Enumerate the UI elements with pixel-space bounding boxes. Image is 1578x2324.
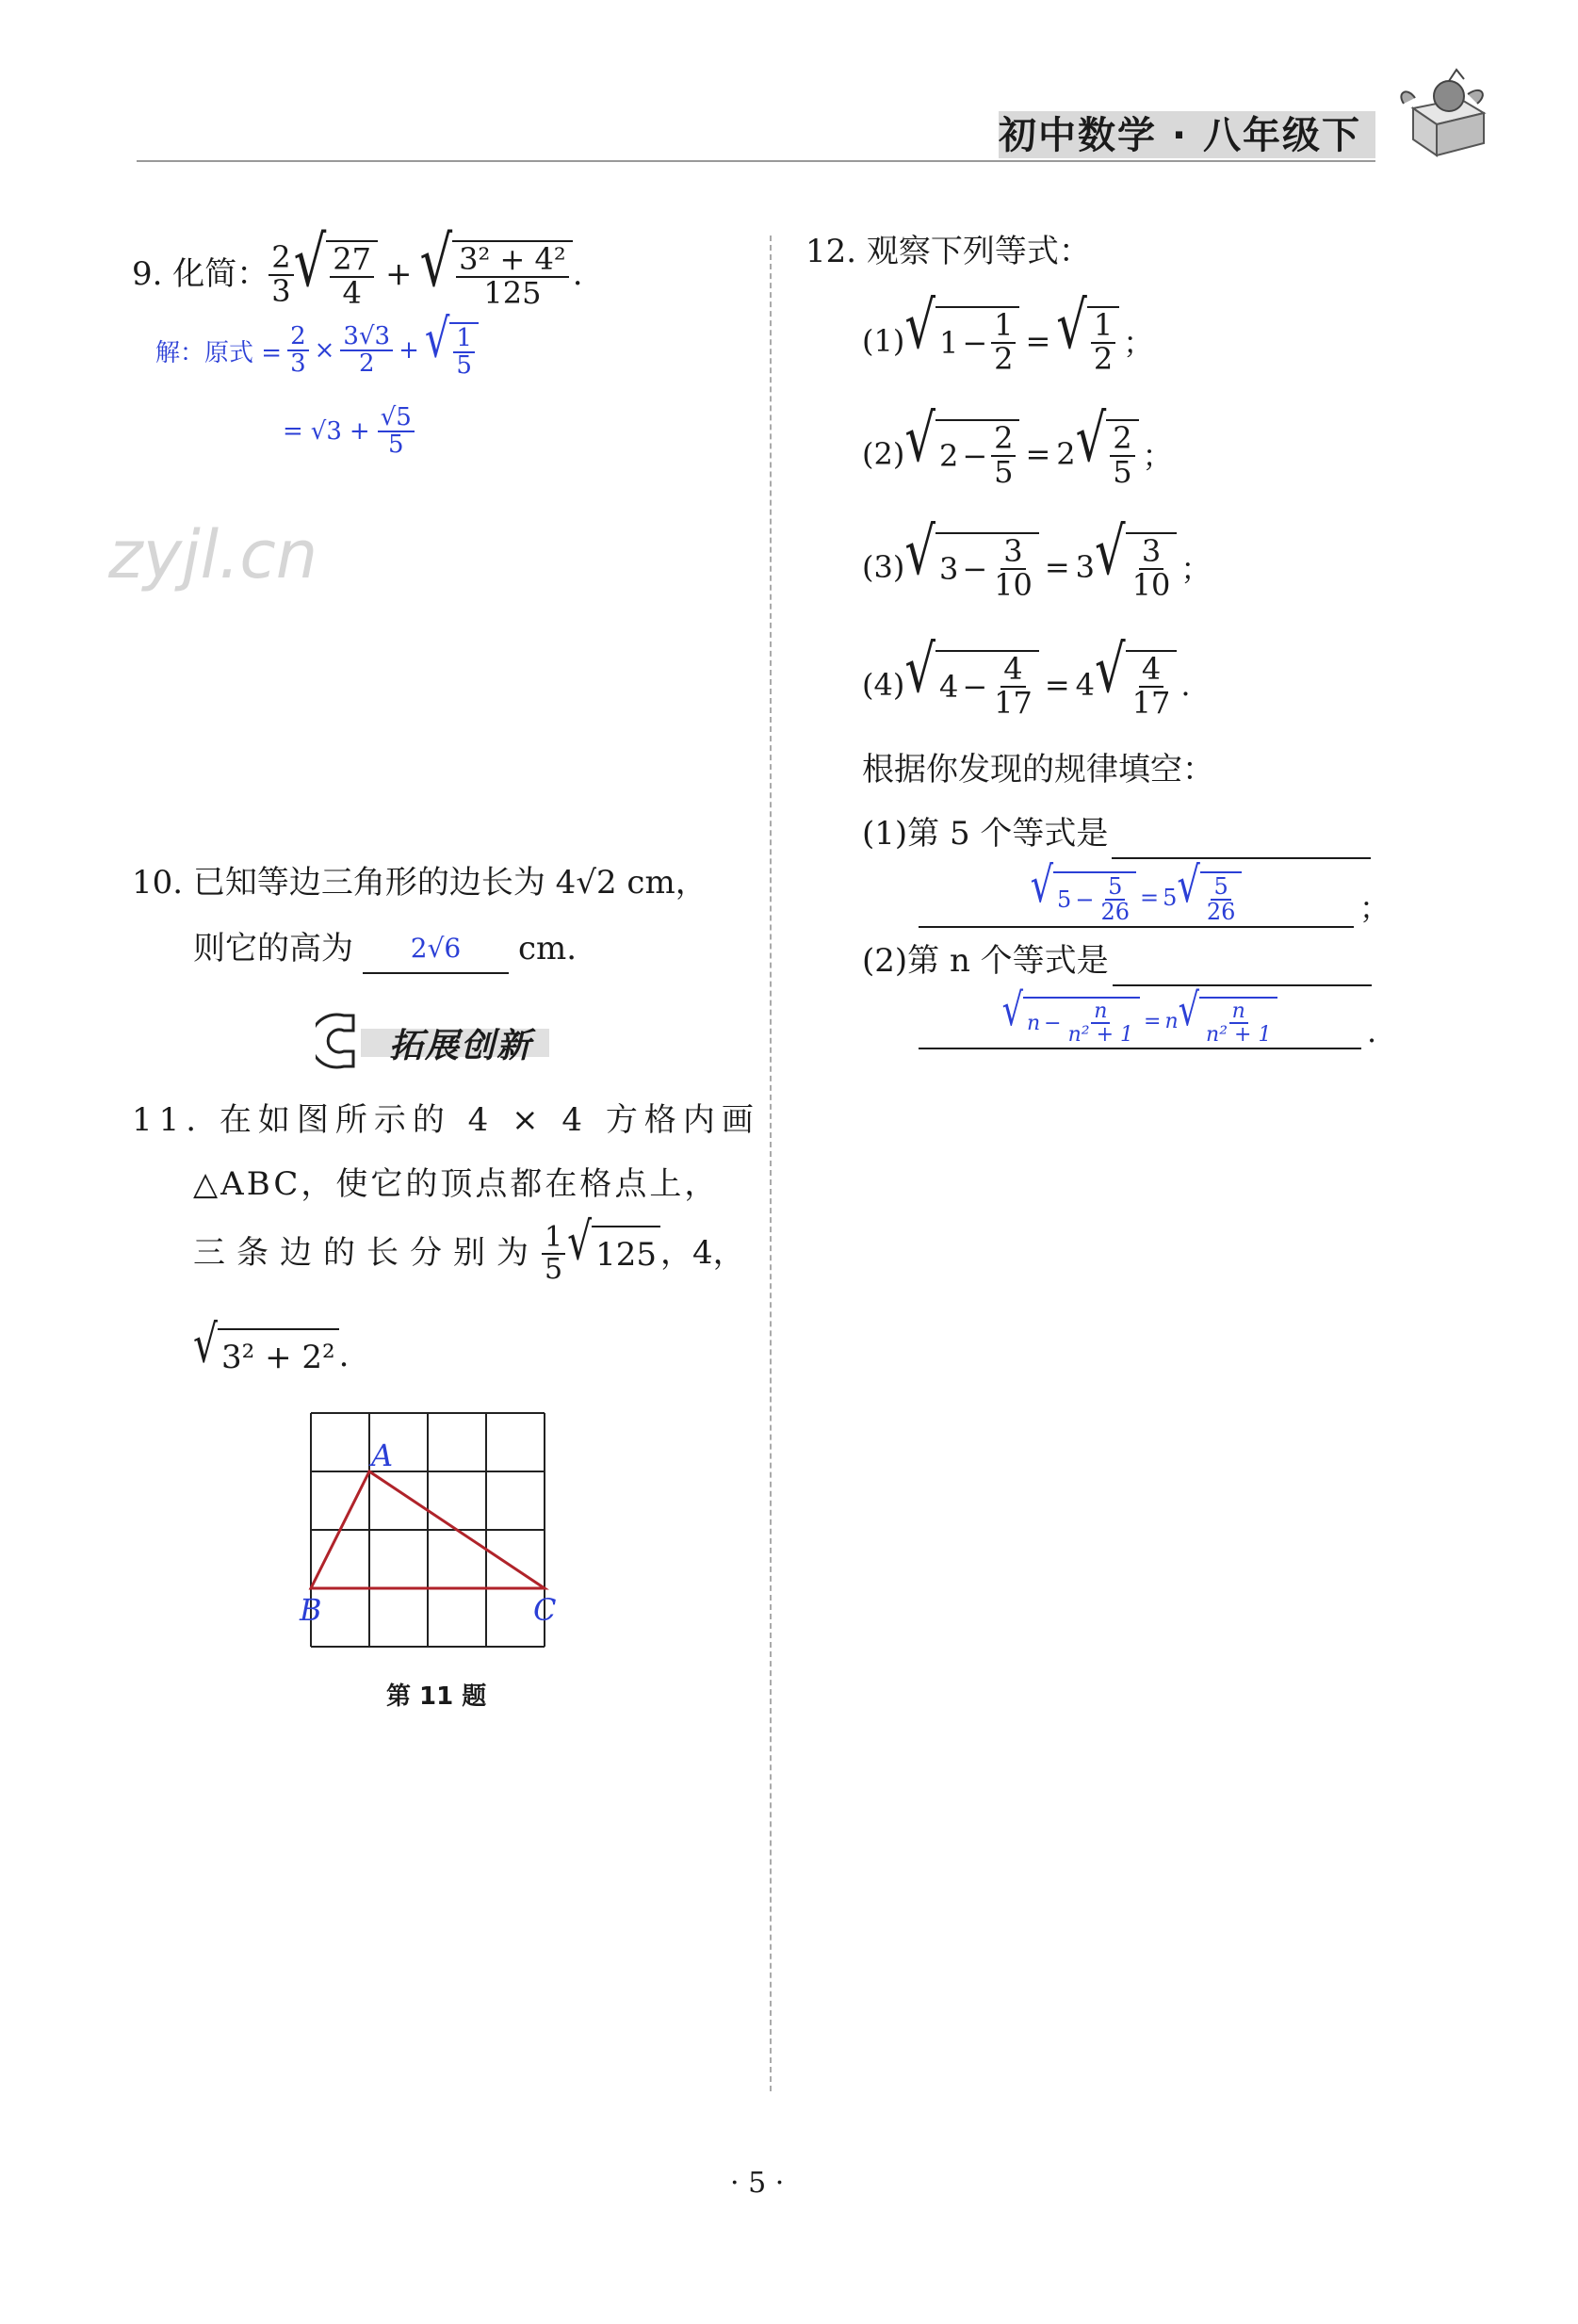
plus-sign: + (349, 417, 370, 447)
frac-num: 5 (1105, 875, 1125, 901)
frac-num: 2 (991, 423, 1016, 457)
sqrt-icon: √ (904, 400, 935, 478)
answer-coef: 5 (1163, 885, 1178, 912)
q9-r1-num: 27 (330, 244, 374, 278)
q11-line2: △ABC，使它的顶点都在格点上， (193, 1165, 720, 1203)
watermark: zyjl.cn (108, 516, 318, 593)
plus-sign: + (385, 255, 413, 294)
frac-den: n² + 1 (1206, 1023, 1272, 1048)
frac-den: 17 (994, 684, 1033, 721)
q12-fill2-blank (919, 983, 1361, 1049)
equals-sign: = (1044, 548, 1070, 585)
q12-fill2-end: . (1367, 1014, 1377, 1050)
q11-figure-caption: 第 11 题 (386, 1682, 487, 1711)
q12-fill2-blank-top (1113, 984, 1372, 986)
q12-end: ； (1123, 324, 1154, 361)
vertex-label-b: B (300, 1592, 322, 1628)
q10-prefix: 则它的高为 (193, 930, 353, 967)
q11-line4-suffix: . (338, 1337, 350, 1374)
frac-num: 1 (991, 310, 1016, 344)
answer-term-a: n (1026, 1011, 1041, 1035)
q9-solution-step2 (283, 405, 415, 459)
q10-answer-blank (363, 921, 509, 974)
frac-den: 17 (1131, 684, 1171, 721)
frac-num: 2 (287, 324, 309, 351)
header-rule (137, 160, 1375, 162)
sqrt-icon: √ (1177, 856, 1200, 915)
header-title: 初中数学 · 八年级下 (999, 114, 1362, 157)
minus-sign: − (1044, 1011, 1062, 1035)
sqrt-icon: √ (293, 221, 327, 302)
q12-coef: 3 (1075, 548, 1096, 585)
sqrt-icon: √ (904, 287, 935, 365)
q12-equation (862, 400, 1173, 490)
column-divider (770, 236, 772, 2091)
q12-term-a: 3 (938, 550, 959, 587)
q11-line3-prefix: 三条边的长分别为 (193, 1234, 540, 1273)
q12-equation (862, 287, 1154, 377)
q12-coef: 4 (1075, 666, 1096, 703)
minus-sign: − (1075, 886, 1095, 914)
frac-den: 2 (994, 340, 1014, 377)
equals-sign: = (1025, 435, 1051, 472)
q12-fill1-answer-line (919, 856, 1390, 928)
question-9 (132, 221, 583, 311)
q12-end: . (1180, 666, 1191, 703)
q9-solution-prefix: 解：原式 = (155, 338, 283, 367)
sqrt-icon: √ (424, 306, 450, 370)
frac-den: 5 (545, 1252, 563, 1286)
q12-coef: 2 (1056, 435, 1076, 472)
q12-fill2-answer-line (919, 983, 1390, 1050)
q12-term-a: 4 (938, 668, 959, 705)
q11-root1: 125 (592, 1226, 660, 1280)
vertex-label-a: A (371, 1438, 394, 1473)
frac-num: 3√3 (340, 324, 393, 351)
q9-f1-den: 3 (271, 272, 291, 309)
term-sqrt3: √3 (310, 417, 342, 447)
q12-fill1-answer (1030, 856, 1243, 926)
q12-fill2-answer (1001, 983, 1278, 1048)
q12-fill2 (862, 935, 1372, 986)
minus-sign: − (962, 668, 988, 705)
q11-line1: 11. 在如图所示的 4 × 4 方格内画 (132, 1101, 760, 1139)
frac-num: 1 (542, 1223, 565, 1255)
q12-fill1-blank-top (1112, 857, 1371, 859)
q12-term-a: 1 (938, 324, 959, 361)
q10-line1: 10. 已知等边三角形的边长为 4√2 cm， (132, 864, 708, 902)
period: . (572, 255, 583, 294)
section-badge-label: 拓展创新 (389, 1027, 533, 1065)
page-number: · 5 · (730, 2167, 785, 2200)
q12-index: (2) (862, 435, 905, 472)
frac-num: 4 (1000, 654, 1025, 688)
q12-equation (862, 631, 1191, 721)
q12-equation (862, 513, 1212, 603)
q9-label: 9. 化简： (132, 255, 269, 294)
equals-sign: = (1144, 1009, 1162, 1033)
q12-fill2-label: (2)第 n 个等式是 (862, 942, 1109, 980)
frac-num: 3 (1139, 536, 1163, 570)
frac-num: 1 (453, 326, 475, 353)
q10-answer: 2√6 (410, 933, 462, 964)
q12-term-a: 2 (938, 437, 959, 474)
frac-num: 3 (1000, 536, 1025, 570)
q12-index: (1) (862, 322, 905, 359)
q10-suffix: cm. (518, 930, 578, 967)
minus-sign: − (962, 550, 988, 587)
vertex-label-c: C (533, 1592, 557, 1628)
q11-root2: 3² + 2² (218, 1328, 339, 1383)
frac-den: 5 (994, 453, 1014, 490)
frac-den: 10 (994, 566, 1033, 603)
q12-index: (3) (862, 548, 905, 585)
frac-den: 26 (1100, 899, 1130, 926)
q12-fill1-label: (1)第 5 个等式是 (862, 815, 1109, 853)
grid (311, 1413, 545, 1647)
sqrt-icon: √ (904, 513, 935, 591)
sqrt-icon: √ (904, 631, 935, 708)
sqrt-icon: √ (1178, 983, 1200, 1037)
frac-num: √5 (378, 405, 415, 432)
plus-sign: + (399, 336, 419, 366)
equals-sign: = (1139, 885, 1160, 912)
q12-fill1 (862, 808, 1371, 859)
frac-num: 4 (1139, 654, 1163, 688)
sqrt-icon: √ (1075, 400, 1107, 478)
gift-box-icon (1394, 66, 1498, 160)
frac-den: 26 (1206, 899, 1236, 926)
frac-num: 2 (1110, 423, 1134, 457)
sqrt-icon: √ (1095, 631, 1126, 708)
frac-den: 5 (387, 431, 404, 460)
sqrt-icon: √ (1095, 513, 1126, 591)
q10-line2 (193, 921, 577, 974)
q12-fill1-blank (919, 856, 1354, 928)
q9-r2-den: 125 (483, 274, 542, 311)
q9-r2-num: 3² + 4² (456, 244, 569, 278)
sqrt-icon: √ (1056, 287, 1087, 365)
section-badge (316, 1008, 556, 1074)
frac-num: n (1229, 1000, 1248, 1024)
q12-label: 12. 观察下列等式： (805, 233, 1091, 270)
frac-den: 3 (290, 349, 306, 379)
answer-term-a: 5 (1057, 886, 1072, 914)
minus-sign: − (962, 437, 988, 474)
frac-den: 2 (1093, 340, 1114, 377)
frac-den: 10 (1131, 566, 1171, 603)
frac-den: 5 (456, 351, 472, 381)
q12-end: ； (1142, 437, 1173, 474)
answer-coef: n (1164, 1009, 1179, 1033)
equals-sign: = (1025, 322, 1051, 359)
frac-num: 5 (1211, 875, 1230, 901)
q11-line4 (193, 1313, 350, 1383)
frac-num: 1 (1091, 310, 1115, 344)
q9-r1-den: 4 (342, 274, 362, 311)
sqrt-icon: √ (1030, 856, 1054, 915)
q9-f1-num: 2 (268, 242, 293, 276)
frac-den: n² + 1 (1067, 1023, 1133, 1048)
frac-den: 5 (1113, 453, 1132, 490)
q9-solution-step1 (155, 306, 479, 381)
q11-line3-suffix: ，4， (660, 1234, 745, 1273)
sqrt-icon: √ (567, 1211, 593, 1273)
q12-index: (4) (862, 666, 905, 703)
times-sign: × (314, 336, 335, 366)
sqrt-icon: √ (419, 221, 453, 302)
q12-prompt: 根据你发现的规律填空： (862, 751, 1214, 788)
frac-den: 2 (358, 349, 375, 379)
frac-num: n (1091, 1000, 1110, 1024)
q11-figure (292, 1394, 575, 1658)
equals-sign: = (1044, 666, 1070, 703)
q12-end: ； (1180, 550, 1212, 587)
q12-fill1-end: ； (1358, 890, 1390, 927)
equals-sign: = (283, 417, 303, 447)
q11-line3 (193, 1211, 745, 1286)
sqrt-icon: √ (1001, 983, 1023, 1037)
minus-sign: − (962, 324, 988, 361)
sqrt-icon: √ (193, 1313, 218, 1375)
